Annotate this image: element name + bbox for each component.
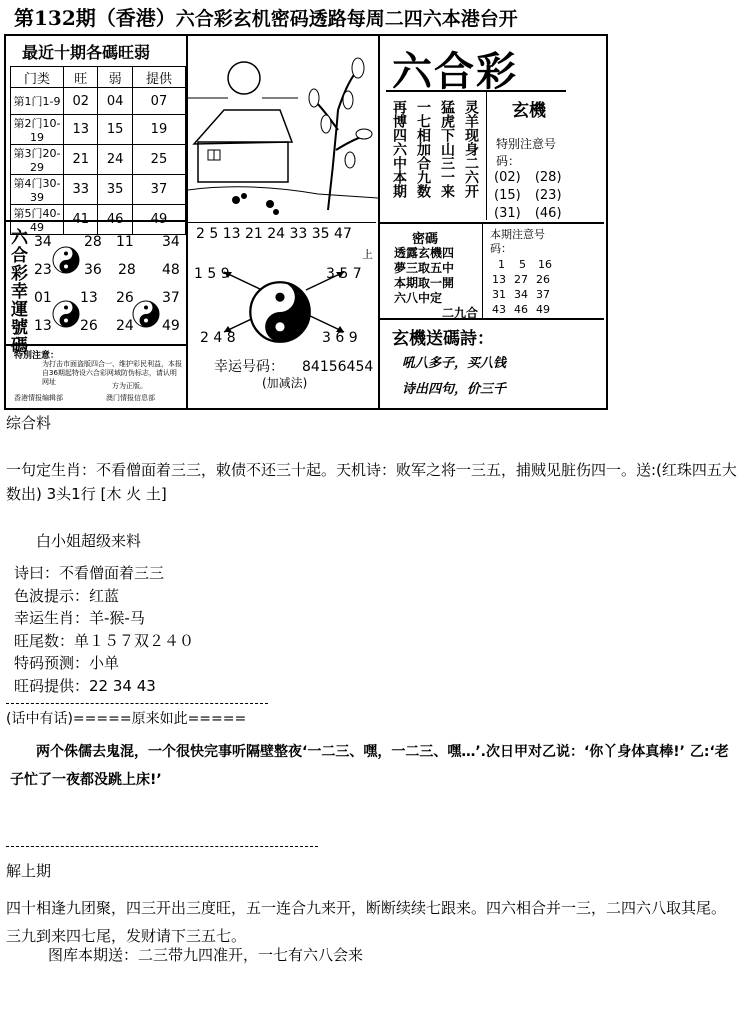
cell: 33	[64, 175, 98, 205]
cell: 21	[64, 145, 98, 175]
cell: 第2门10-19	[11, 115, 64, 145]
side-mark: 上	[362, 248, 373, 261]
list-item: 色波提示：红蓝	[14, 586, 120, 605]
period-num: 27	[514, 273, 528, 286]
luck-row	[34, 234, 184, 250]
luck-row	[34, 318, 184, 334]
luck-num: 34	[34, 234, 52, 250]
list-item: 幸运生肖：羊-猴-马	[14, 609, 145, 627]
section-title: 白小姐超级来料	[36, 532, 142, 550]
poem-column: 再博四六中本期	[391, 100, 407, 198]
item-list	[14, 562, 194, 697]
notice-body: 为打击市面盗版四合一、维护彩民利益，本报自36期起特设六合彩网域防伪标志，请认明网址	[42, 360, 182, 386]
table-row	[11, 115, 186, 145]
send-poem-line: 吼八多子，买八钱	[402, 356, 507, 371]
period-num: 1	[498, 258, 505, 271]
cell: 49	[132, 205, 185, 235]
luck-num: 48	[162, 262, 180, 278]
col-header: 门类	[11, 67, 64, 88]
brand-sub: 玄機	[512, 101, 546, 121]
yin-yang-icon	[248, 280, 312, 344]
landscape-illustration	[188, 40, 378, 216]
secret-lines	[394, 246, 478, 321]
luck-num: 34	[162, 234, 180, 250]
secret-line: 六八中定	[394, 291, 443, 305]
luck-num: 11	[116, 234, 134, 250]
luck-num: 01	[34, 290, 52, 306]
divider	[486, 92, 487, 220]
period-row	[492, 273, 550, 286]
luck-num: 28	[118, 262, 136, 278]
special-row	[494, 188, 562, 203]
hot-cold-title: 最近十期各碼旺弱	[22, 43, 151, 62]
secret-title: 密碼	[412, 232, 439, 247]
divider	[378, 34, 380, 408]
col-header: 弱	[98, 67, 132, 88]
luck-num: 28	[84, 234, 102, 250]
luck-block-label: 六合彩幸運號碼	[7, 228, 27, 354]
list-item: 旺码提供：22 34 43	[14, 676, 156, 695]
cell: 第5门40-49	[11, 205, 64, 235]
cell: 13	[64, 115, 98, 145]
cell: 46	[98, 205, 132, 235]
paragraph: 四十相逢九团聚，四三开出三度旺，五一连合九来开，断断续续七跟来。四六相合并一三，二四六八取其尾。三九到来四七尾，发财请下三五七。	[6, 899, 727, 945]
special-num: (23)	[534, 188, 562, 203]
period-num: 43	[492, 303, 506, 316]
special-num: (46)	[534, 206, 562, 221]
luck-num: 26	[116, 290, 134, 306]
luck-num: 37	[162, 290, 180, 306]
divider	[380, 222, 604, 224]
secret-line: 透露玄機四	[394, 246, 455, 260]
period-num: 46	[514, 303, 528, 316]
cell: 24	[98, 145, 132, 175]
brand-underline	[386, 90, 566, 92]
secret-line: 夢三取五中	[394, 261, 455, 275]
col-header: 提供	[132, 67, 185, 88]
secret-line: 本期取一開	[394, 276, 455, 290]
header-title: 六合彩玄机密码透路每周二四六本港台开	[175, 8, 518, 30]
divider	[380, 318, 604, 320]
luck-row	[34, 290, 184, 306]
hot-cold-table	[10, 66, 186, 235]
period-num: 31	[492, 288, 506, 301]
divider	[6, 220, 186, 222]
top-numbers: 2 5 13 21 24 33 35 47	[196, 226, 352, 242]
lucky-label: 幸运号码：	[214, 359, 284, 375]
lucky-number	[214, 356, 373, 376]
cell: 02	[64, 88, 98, 115]
dashed-rule	[6, 703, 268, 704]
joke-text: 两个侏儒去鬼混，一个很快完事听隔壁整夜‘一二三、嘿，一二三、嘿…’.次日甲对乙说：‘你丫身体真棒!’ 乙:‘老子忙了一夜都没跳上床!’	[10, 744, 729, 788]
period-num: 49	[536, 303, 550, 316]
divider	[6, 344, 186, 346]
cell: 19	[132, 115, 185, 145]
luck-num: 26	[80, 318, 98, 334]
lucky-note: (加减法)	[262, 376, 308, 390]
section-title: 解上期	[6, 862, 52, 880]
special-num: (28)	[534, 170, 562, 185]
lucky-value: 84156454	[302, 359, 374, 375]
compass-bottom-left: 2 4 8	[200, 330, 236, 346]
special-num: (31)	[494, 206, 521, 221]
divider	[482, 222, 483, 318]
send-poem-line: 诗出四句，价三千	[402, 382, 507, 397]
luck-num: 36	[84, 262, 102, 278]
compass-top-left: 1 5 9	[194, 266, 230, 282]
period-num: 34	[514, 288, 528, 301]
header-bar	[14, 2, 734, 34]
final-line: 图库本期送：二三带九四准开，一七有六八会来	[48, 946, 364, 964]
dashed-rule	[6, 846, 318, 847]
period-title: 本期注意号码：	[490, 228, 545, 255]
cell: 第3门20-29	[11, 145, 64, 175]
cell: 35	[98, 175, 132, 205]
period-num: 37	[536, 288, 550, 301]
cell: 第1门1-9	[11, 88, 64, 115]
col-header: 旺	[64, 67, 98, 88]
list-item: 特码预测：小单	[14, 654, 120, 672]
send-poem-title: 玄機送碼詩：	[392, 329, 494, 349]
cell: 37	[132, 175, 185, 205]
paragraph: 一句定生肖：不看僧面着三三，敕债不还三十起。天机诗：败军之将一三五，捕贼见脏伤四一。送:(红珠四五大数出) 3头1行 [木 火 土]	[6, 461, 737, 503]
period-num: 16	[538, 258, 552, 271]
special-row	[494, 170, 562, 185]
section-title: 综合料	[6, 414, 52, 432]
luck-num: 24	[116, 318, 134, 334]
list-item: 诗曰：不看僧面着三三	[14, 564, 165, 582]
cell: 第4门30-39	[11, 175, 64, 205]
divider	[188, 222, 376, 223]
compass-top-right: 3 5 7	[326, 266, 362, 282]
hot-cold-header-row	[11, 67, 186, 88]
cell: 25	[132, 145, 185, 175]
luck-num: 23	[34, 262, 52, 278]
cell: 07	[132, 88, 185, 115]
period-num: 13	[492, 273, 506, 286]
region-label: （香港）	[95, 6, 176, 30]
table-row	[11, 88, 186, 115]
special-title: 特别注意号码：	[496, 137, 557, 168]
table-row	[11, 175, 186, 205]
joke-title: (话中有话)=====原来如此=====	[6, 711, 247, 727]
notice-title: 特別注意：	[14, 351, 60, 361]
issue-number: 第132期	[14, 6, 96, 30]
poem-column: 猛虎下山三一来	[439, 100, 455, 198]
poem-column: 灵羊现身二六开	[463, 100, 479, 198]
table-row	[11, 145, 186, 175]
period-num: 26	[536, 273, 550, 286]
period-num: 5	[519, 258, 526, 271]
notice-footer-right: 澳门情报信息部	[106, 394, 155, 402]
luck-num: 13	[80, 290, 98, 306]
luck-row	[34, 262, 184, 278]
period-row	[492, 288, 550, 301]
brand-logo: 六合彩	[392, 49, 518, 95]
period-row	[492, 258, 552, 271]
luck-num: 49	[162, 318, 180, 334]
poem-column: 一七相加合九数	[415, 100, 431, 198]
period-row	[492, 303, 550, 316]
special-num: (15)	[494, 188, 521, 203]
luck-num: 13	[34, 318, 52, 334]
cell: 15	[98, 115, 132, 145]
cell: 41	[64, 205, 98, 235]
special-num: (02)	[494, 170, 521, 185]
notice-footer-left: 香港情报编辑部	[14, 394, 63, 402]
list-item: 旺尾数：单１５７双２４０	[14, 631, 195, 650]
compass-bottom-right: 3 6 9	[322, 330, 358, 346]
secret-line: 二九合	[441, 306, 478, 320]
notice-right: 方为正版。	[112, 382, 147, 390]
special-row	[494, 206, 562, 221]
cell: 04	[98, 88, 132, 115]
